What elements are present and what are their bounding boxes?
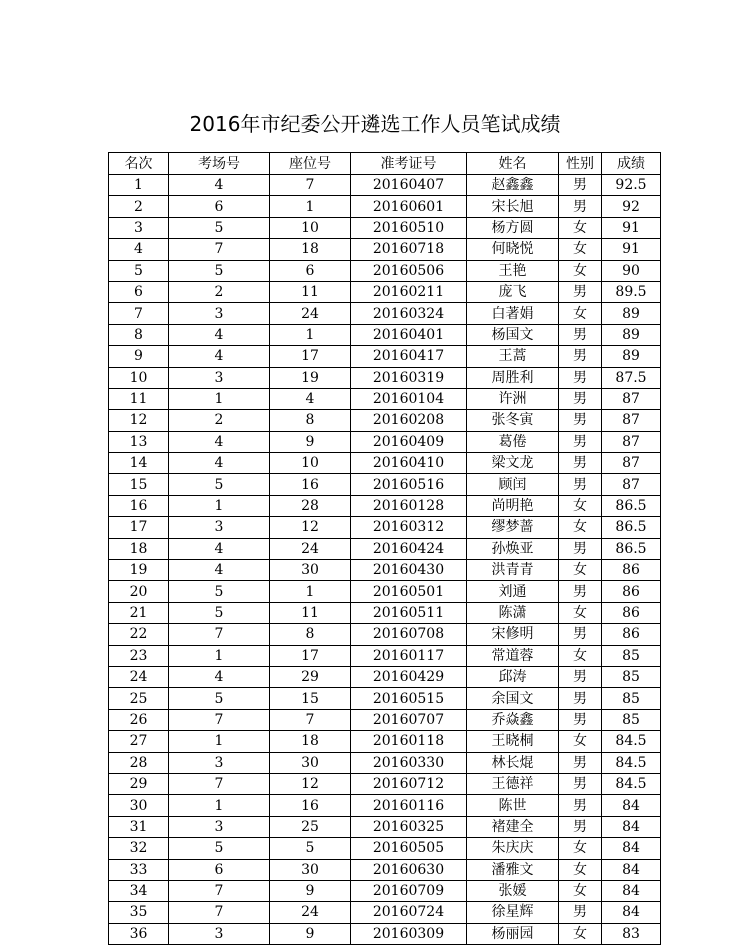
cell-exam-room: 3 — [169, 303, 270, 324]
cell-score: 86.5 — [602, 538, 661, 559]
cell-name: 余国文 — [467, 688, 559, 709]
cell-seat: 15 — [270, 688, 351, 709]
cell-exam-room: 7 — [169, 624, 270, 645]
table-row — [109, 217, 661, 238]
cell-gender: 女 — [559, 731, 602, 752]
cell-rank: 33 — [109, 859, 169, 880]
cell-ticket-number: 20160506 — [351, 260, 467, 281]
cell-seat: 11 — [270, 602, 351, 623]
cell-name: 杨丽园 — [467, 923, 559, 944]
cell-ticket-number: 20160407 — [351, 175, 467, 196]
cell-exam-room: 4 — [169, 431, 270, 452]
cell-rank: 11 — [109, 388, 169, 409]
cell-exam-room: 4 — [169, 538, 270, 559]
cell-ticket-number: 20160510 — [351, 217, 467, 238]
table-row — [109, 709, 661, 730]
table-row — [109, 880, 661, 901]
cell-name: 张冬寅 — [467, 410, 559, 431]
cell-name: 潘雅文 — [467, 859, 559, 880]
cell-score: 87.5 — [602, 367, 661, 388]
cell-seat: 12 — [270, 517, 351, 538]
cell-rank: 2 — [109, 196, 169, 217]
cell-score: 84.5 — [602, 731, 661, 752]
cell-gender: 男 — [559, 581, 602, 602]
cell-exam-room: 2 — [169, 410, 270, 431]
cell-name: 邱涛 — [467, 666, 559, 687]
cell-gender: 女 — [559, 923, 602, 944]
table-row — [109, 666, 661, 687]
table-row — [109, 752, 661, 773]
cell-ticket-number: 20160630 — [351, 859, 467, 880]
cell-name: 赵鑫鑫 — [467, 175, 559, 196]
cell-ticket-number: 20160324 — [351, 303, 467, 324]
cell-seat: 28 — [270, 495, 351, 516]
cell-seat: 16 — [270, 474, 351, 495]
cell-name: 朱庆庆 — [467, 838, 559, 859]
cell-seat: 19 — [270, 367, 351, 388]
cell-name: 宋长旭 — [467, 196, 559, 217]
table-row — [109, 431, 661, 452]
cell-score: 87 — [602, 431, 661, 452]
cell-rank: 5 — [109, 260, 169, 281]
cell-name: 常道蓉 — [467, 645, 559, 666]
table-row — [109, 517, 661, 538]
cell-seat: 10 — [270, 453, 351, 474]
cell-ticket-number: 20160417 — [351, 346, 467, 367]
cell-seat: 1 — [270, 196, 351, 217]
cell-rank: 19 — [109, 560, 169, 581]
cell-gender: 女 — [559, 239, 602, 260]
cell-ticket-number: 20160401 — [351, 324, 467, 345]
cell-exam-room: 5 — [169, 602, 270, 623]
cell-gender: 男 — [559, 431, 602, 452]
cell-ticket-number: 20160208 — [351, 410, 467, 431]
table-body — [109, 175, 661, 945]
cell-seat: 24 — [270, 303, 351, 324]
cell-rank: 6 — [109, 281, 169, 302]
cell-gender: 男 — [559, 324, 602, 345]
header-gender: 性别 — [559, 153, 602, 175]
table-row — [109, 367, 661, 388]
cell-rank: 31 — [109, 816, 169, 837]
cell-rank: 17 — [109, 517, 169, 538]
cell-score: 84 — [602, 902, 661, 923]
cell-seat: 30 — [270, 752, 351, 773]
page-title: 2016年市纪委公开遴选工作人员笔试成绩 — [189, 112, 561, 136]
cell-rank: 3 — [109, 217, 169, 238]
cell-rank: 10 — [109, 367, 169, 388]
cell-seat: 18 — [270, 239, 351, 260]
cell-gender: 男 — [559, 453, 602, 474]
cell-exam-room: 5 — [169, 474, 270, 495]
cell-ticket-number: 20160319 — [351, 367, 467, 388]
cell-ticket-number: 20160325 — [351, 816, 467, 837]
cell-rank: 9 — [109, 346, 169, 367]
cell-gender: 男 — [559, 773, 602, 794]
cell-rank: 14 — [109, 453, 169, 474]
table-row — [109, 281, 661, 302]
cell-gender: 男 — [559, 388, 602, 409]
table-row — [109, 560, 661, 581]
cell-score: 86.5 — [602, 517, 661, 538]
cell-score: 89 — [602, 346, 661, 367]
cell-ticket-number: 20160410 — [351, 453, 467, 474]
cell-exam-room: 4 — [169, 560, 270, 581]
cell-name: 何晓悦 — [467, 239, 559, 260]
cell-ticket-number: 20160429 — [351, 666, 467, 687]
cell-exam-room: 5 — [169, 688, 270, 709]
table-row — [109, 495, 661, 516]
table-header-row — [109, 153, 661, 175]
cell-exam-room: 5 — [169, 838, 270, 859]
cell-rank: 8 — [109, 324, 169, 345]
cell-score: 84 — [602, 880, 661, 901]
cell-ticket-number: 20160724 — [351, 902, 467, 923]
table-row — [109, 602, 661, 623]
cell-exam-room: 4 — [169, 666, 270, 687]
header-name: 姓名 — [467, 153, 559, 175]
cell-ticket-number: 20160409 — [351, 431, 467, 452]
cell-score: 90 — [602, 260, 661, 281]
header-seat: 座位号 — [270, 153, 351, 175]
cell-seat: 9 — [270, 431, 351, 452]
cell-rank: 18 — [109, 538, 169, 559]
cell-ticket-number: 20160330 — [351, 752, 467, 773]
cell-exam-room: 1 — [169, 495, 270, 516]
cell-seat: 18 — [270, 731, 351, 752]
cell-score: 85 — [602, 709, 661, 730]
cell-gender: 女 — [559, 217, 602, 238]
cell-rank: 29 — [109, 773, 169, 794]
cell-gender: 男 — [559, 538, 602, 559]
cell-score: 84.5 — [602, 752, 661, 773]
cell-rank: 1 — [109, 175, 169, 196]
cell-exam-room: 3 — [169, 517, 270, 538]
cell-name: 陈潇 — [467, 602, 559, 623]
cell-ticket-number: 20160718 — [351, 239, 467, 260]
cell-name: 王晓桐 — [467, 731, 559, 752]
table-row — [109, 731, 661, 752]
cell-gender: 女 — [559, 560, 602, 581]
cell-rank: 35 — [109, 902, 169, 923]
cell-name: 林长焜 — [467, 752, 559, 773]
cell-ticket-number: 20160117 — [351, 645, 467, 666]
cell-exam-room: 1 — [169, 388, 270, 409]
cell-name: 褚建全 — [467, 816, 559, 837]
cell-gender: 女 — [559, 602, 602, 623]
table-row — [109, 688, 661, 709]
cell-gender: 女 — [559, 303, 602, 324]
table-row — [109, 838, 661, 859]
cell-gender: 女 — [559, 838, 602, 859]
cell-exam-room: 4 — [169, 175, 270, 196]
cell-score: 84 — [602, 816, 661, 837]
table-row — [109, 795, 661, 816]
cell-name: 白著娟 — [467, 303, 559, 324]
cell-name: 缪梦蔷 — [467, 517, 559, 538]
table-row — [109, 303, 661, 324]
cell-score: 87 — [602, 388, 661, 409]
table-row — [109, 624, 661, 645]
cell-name: 尚明艳 — [467, 495, 559, 516]
table-row — [109, 816, 661, 837]
header-ticket-number: 准考证号 — [351, 153, 467, 175]
cell-ticket-number: 20160501 — [351, 581, 467, 602]
cell-score: 85 — [602, 666, 661, 687]
cell-ticket-number: 20160511 — [351, 602, 467, 623]
cell-exam-room: 1 — [169, 645, 270, 666]
cell-score: 89.5 — [602, 281, 661, 302]
cell-score: 91 — [602, 239, 661, 260]
cell-score: 84 — [602, 859, 661, 880]
cell-name: 陈世 — [467, 795, 559, 816]
cell-gender: 男 — [559, 367, 602, 388]
table-row — [109, 474, 661, 495]
cell-rank: 21 — [109, 602, 169, 623]
cell-seat: 1 — [270, 324, 351, 345]
cell-exam-room: 2 — [169, 281, 270, 302]
table-row — [109, 923, 661, 944]
cell-name: 王艳 — [467, 260, 559, 281]
cell-seat: 8 — [270, 624, 351, 645]
cell-score: 86 — [602, 602, 661, 623]
cell-rank: 34 — [109, 880, 169, 901]
cell-gender: 女 — [559, 859, 602, 880]
cell-exam-room: 4 — [169, 324, 270, 345]
cell-score: 86.5 — [602, 495, 661, 516]
table-row — [109, 260, 661, 281]
cell-name: 孙焕亚 — [467, 538, 559, 559]
cell-score: 84 — [602, 838, 661, 859]
header-score: 成绩 — [602, 153, 661, 175]
cell-rank: 24 — [109, 666, 169, 687]
cell-gender: 女 — [559, 495, 602, 516]
cell-rank: 13 — [109, 431, 169, 452]
cell-name: 杨国文 — [467, 324, 559, 345]
cell-gender: 男 — [559, 666, 602, 687]
cell-seat: 10 — [270, 217, 351, 238]
cell-ticket-number: 20160211 — [351, 281, 467, 302]
cell-rank: 32 — [109, 838, 169, 859]
cell-gender: 男 — [559, 902, 602, 923]
cell-score: 87 — [602, 410, 661, 431]
cell-gender: 男 — [559, 752, 602, 773]
cell-name: 许洲 — [467, 388, 559, 409]
cell-ticket-number: 20160312 — [351, 517, 467, 538]
cell-exam-room: 1 — [169, 795, 270, 816]
cell-gender: 女 — [559, 260, 602, 281]
cell-ticket-number: 20160128 — [351, 495, 467, 516]
cell-score: 83 — [602, 923, 661, 944]
cell-seat: 17 — [270, 346, 351, 367]
cell-seat: 17 — [270, 645, 351, 666]
cell-gender: 女 — [559, 517, 602, 538]
cell-gender: 男 — [559, 410, 602, 431]
cell-name: 洪青青 — [467, 560, 559, 581]
cell-ticket-number: 20160712 — [351, 773, 467, 794]
cell-rank: 30 — [109, 795, 169, 816]
cell-score: 89 — [602, 303, 661, 324]
cell-exam-room: 7 — [169, 709, 270, 730]
cell-gender: 男 — [559, 688, 602, 709]
cell-score: 92 — [602, 196, 661, 217]
table-row — [109, 453, 661, 474]
cell-rank: 26 — [109, 709, 169, 730]
cell-seat: 8 — [270, 410, 351, 431]
cell-exam-room: 7 — [169, 239, 270, 260]
cell-name: 乔焱鑫 — [467, 709, 559, 730]
cell-rank: 7 — [109, 303, 169, 324]
cell-ticket-number: 20160707 — [351, 709, 467, 730]
cell-rank: 27 — [109, 731, 169, 752]
cell-rank: 25 — [109, 688, 169, 709]
header-exam-room: 考场号 — [169, 153, 270, 175]
cell-gender: 男 — [559, 709, 602, 730]
cell-gender: 男 — [559, 175, 602, 196]
table-row — [109, 175, 661, 196]
cell-gender: 男 — [559, 281, 602, 302]
cell-name: 杨方圆 — [467, 217, 559, 238]
cell-name: 王蒿 — [467, 346, 559, 367]
cell-gender: 男 — [559, 474, 602, 495]
cell-exam-room: 4 — [169, 453, 270, 474]
cell-seat: 4 — [270, 388, 351, 409]
cell-seat: 9 — [270, 880, 351, 901]
cell-ticket-number: 20160424 — [351, 538, 467, 559]
cell-exam-room: 7 — [169, 902, 270, 923]
cell-exam-room: 3 — [169, 816, 270, 837]
cell-score: 85 — [602, 645, 661, 666]
cell-ticket-number: 20160118 — [351, 731, 467, 752]
cell-name: 宋修明 — [467, 624, 559, 645]
cell-seat: 7 — [270, 709, 351, 730]
cell-seat: 30 — [270, 859, 351, 880]
cell-exam-room: 4 — [169, 346, 270, 367]
cell-seat: 7 — [270, 175, 351, 196]
cell-rank: 28 — [109, 752, 169, 773]
cell-seat: 12 — [270, 773, 351, 794]
cell-name: 刘通 — [467, 581, 559, 602]
cell-seat: 24 — [270, 902, 351, 923]
cell-seat: 6 — [270, 260, 351, 281]
cell-seat: 1 — [270, 581, 351, 602]
cell-exam-room: 3 — [169, 367, 270, 388]
cell-exam-room: 6 — [169, 859, 270, 880]
cell-score: 86 — [602, 581, 661, 602]
cell-exam-room: 6 — [169, 196, 270, 217]
cell-gender: 女 — [559, 880, 602, 901]
table-row — [109, 324, 661, 345]
cell-gender: 男 — [559, 795, 602, 816]
header-rank: 名次 — [109, 153, 169, 175]
cell-rank: 4 — [109, 239, 169, 260]
cell-name: 张媛 — [467, 880, 559, 901]
cell-name: 徐星辉 — [467, 902, 559, 923]
table-row — [109, 346, 661, 367]
cell-seat: 16 — [270, 795, 351, 816]
cell-gender: 男 — [559, 624, 602, 645]
cell-ticket-number: 20160709 — [351, 880, 467, 901]
cell-gender: 男 — [559, 196, 602, 217]
cell-ticket-number: 20160116 — [351, 795, 467, 816]
cell-ticket-number: 20160104 — [351, 388, 467, 409]
cell-name: 顾闰 — [467, 474, 559, 495]
cell-score: 86 — [602, 560, 661, 581]
cell-rank: 15 — [109, 474, 169, 495]
cell-exam-room: 3 — [169, 752, 270, 773]
cell-seat: 24 — [270, 538, 351, 559]
cell-score: 92.5 — [602, 175, 661, 196]
cell-score: 85 — [602, 688, 661, 709]
cell-exam-room: 5 — [169, 581, 270, 602]
cell-rank: 12 — [109, 410, 169, 431]
cell-score: 87 — [602, 474, 661, 495]
cell-seat: 11 — [270, 281, 351, 302]
cell-seat: 9 — [270, 923, 351, 944]
cell-exam-room: 3 — [169, 923, 270, 944]
cell-ticket-number: 20160708 — [351, 624, 467, 645]
table-row — [109, 902, 661, 923]
cell-score: 91 — [602, 217, 661, 238]
cell-score: 84 — [602, 795, 661, 816]
cell-rank: 16 — [109, 495, 169, 516]
cell-ticket-number: 20160430 — [351, 560, 467, 581]
table-row — [109, 239, 661, 260]
cell-seat: 29 — [270, 666, 351, 687]
cell-exam-room: 5 — [169, 260, 270, 281]
cell-exam-room: 7 — [169, 880, 270, 901]
cell-name: 梁文龙 — [467, 453, 559, 474]
cell-seat: 30 — [270, 560, 351, 581]
cell-exam-room: 7 — [169, 773, 270, 794]
cell-name: 王德祥 — [467, 773, 559, 794]
cell-ticket-number: 20160309 — [351, 923, 467, 944]
table-row — [109, 388, 661, 409]
cell-name: 葛倦 — [467, 431, 559, 452]
cell-rank: 22 — [109, 624, 169, 645]
table-row — [109, 538, 661, 559]
table-row — [109, 196, 661, 217]
cell-gender: 男 — [559, 346, 602, 367]
cell-exam-room: 1 — [169, 731, 270, 752]
cell-seat: 25 — [270, 816, 351, 837]
table-row — [109, 859, 661, 880]
cell-ticket-number: 20160515 — [351, 688, 467, 709]
cell-score: 86 — [602, 624, 661, 645]
cell-ticket-number: 20160505 — [351, 838, 467, 859]
cell-ticket-number: 20160601 — [351, 196, 467, 217]
cell-seat: 5 — [270, 838, 351, 859]
cell-name: 庞飞 — [467, 281, 559, 302]
cell-exam-room: 5 — [169, 217, 270, 238]
table-row — [109, 645, 661, 666]
cell-rank: 23 — [109, 645, 169, 666]
cell-score: 89 — [602, 324, 661, 345]
cell-rank: 36 — [109, 923, 169, 944]
cell-gender: 男 — [559, 816, 602, 837]
table-row — [109, 410, 661, 431]
table-row — [109, 581, 661, 602]
cell-name: 周胜利 — [467, 367, 559, 388]
score-table — [108, 152, 661, 945]
cell-score: 84.5 — [602, 773, 661, 794]
cell-rank: 20 — [109, 581, 169, 602]
cell-gender: 女 — [559, 645, 602, 666]
cell-ticket-number: 20160516 — [351, 474, 467, 495]
table-row — [109, 773, 661, 794]
cell-score: 87 — [602, 453, 661, 474]
